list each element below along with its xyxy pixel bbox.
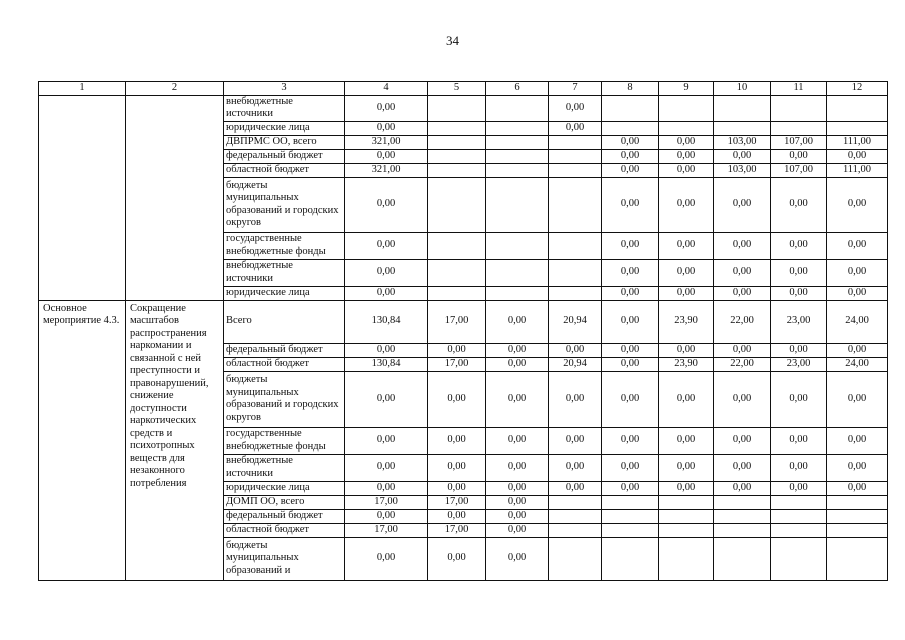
value-cell [771,121,827,135]
value-cell: 0,00 [428,427,486,454]
value-cell: 24,00 [827,300,888,343]
value-cell: 0,00 [345,427,428,454]
value-cell: 0,00 [602,357,659,371]
value-cell: 17,00 [345,495,428,509]
value-cell: 0,00 [345,509,428,523]
value-cell: 130,84 [345,300,428,343]
value-cell [827,95,888,121]
value-cell: 0,00 [428,481,486,495]
value-cell: 0,00 [486,427,549,454]
value-cell: 0,00 [345,371,428,427]
value-cell: 0,00 [345,121,428,135]
value-cell: 0,00 [827,259,888,286]
funding-source-cell: юридические лица [224,121,345,135]
value-cell [549,537,602,580]
value-cell [714,509,771,523]
value-cell [659,495,714,509]
value-cell: 0,00 [602,177,659,232]
value-cell: 0,00 [771,371,827,427]
value-cell: 0,00 [549,481,602,495]
value-cell [486,95,549,121]
funding-source-cell: ДОМП ОО, всего [224,495,345,509]
value-cell [602,509,659,523]
value-cell: 0,00 [602,371,659,427]
value-cell [486,163,549,177]
value-cell [771,95,827,121]
value-cell: 23,00 [771,300,827,343]
value-cell: 0,00 [771,427,827,454]
value-cell [714,121,771,135]
column-header: 8 [602,82,659,96]
value-cell: 0,00 [659,232,714,259]
value-cell: 321,00 [345,135,428,149]
value-cell: 0,00 [486,523,549,537]
value-cell [659,537,714,580]
value-cell [549,232,602,259]
value-cell: 0,00 [827,371,888,427]
value-cell: 0,00 [714,427,771,454]
value-cell [827,121,888,135]
value-cell: 0,00 [345,286,428,300]
column-header: 1 [39,82,126,96]
value-cell: 0,00 [827,232,888,259]
value-cell [771,537,827,580]
value-cell: 0,00 [714,481,771,495]
table-row [39,95,888,121]
value-cell [428,259,486,286]
column-header: 10 [714,82,771,96]
value-cell: 22,00 [714,300,771,343]
value-cell [486,286,549,300]
value-cell [659,509,714,523]
value-cell: 0,00 [549,427,602,454]
value-cell: 0,00 [428,343,486,357]
funding-source-cell: федеральный бюджет [224,509,345,523]
value-cell: 0,00 [771,177,827,232]
value-cell: 0,00 [602,232,659,259]
value-cell: 0,00 [827,286,888,300]
value-cell: 0,00 [549,454,602,481]
value-cell [428,149,486,163]
value-cell [486,149,549,163]
funding-source-cell: бюджеты муниципальных образований и [224,537,345,580]
value-cell: 0,00 [345,343,428,357]
value-cell: 0,00 [771,286,827,300]
event-number-cell: Основное мероприятие 4.3. [39,300,126,580]
value-cell: 0,00 [659,454,714,481]
value-cell [714,523,771,537]
value-cell [428,135,486,149]
value-cell: 0,00 [827,481,888,495]
value-cell: 0,00 [345,95,428,121]
value-cell [428,286,486,300]
value-cell [549,149,602,163]
value-cell [549,135,602,149]
event-description-cell: Сокращение масштабов распространения наркомании и связанной с ней преступности и правонарушений, снижение доступности наркотических средств и психотропных веществ для незаконного потребления [126,300,224,580]
value-cell [714,495,771,509]
value-cell: 0,00 [714,286,771,300]
value-cell: 0,00 [659,135,714,149]
column-header: 5 [428,82,486,96]
value-cell: 0,00 [714,149,771,163]
value-cell [714,95,771,121]
funding-source-cell: внебюджетные источники [224,454,345,481]
value-cell [659,523,714,537]
value-cell: 0,00 [549,371,602,427]
value-cell [549,509,602,523]
value-cell: 0,00 [428,371,486,427]
value-cell [771,523,827,537]
value-cell: 0,00 [486,300,549,343]
funding-source-cell: государственные внебюджетные фонды [224,427,345,454]
value-cell [602,523,659,537]
page-number: 34 [446,33,459,48]
value-cell: 0,00 [827,149,888,163]
value-cell: 0,00 [345,149,428,163]
value-cell: 0,00 [345,259,428,286]
value-cell: 0,00 [486,357,549,371]
value-cell: 0,00 [486,371,549,427]
value-cell [428,121,486,135]
funding-source-cell: федеральный бюджет [224,343,345,357]
value-cell [549,495,602,509]
value-cell: 0,00 [714,371,771,427]
value-cell: 0,00 [602,300,659,343]
value-cell: 0,00 [714,454,771,481]
value-cell: 0,00 [659,149,714,163]
value-cell: 0,00 [428,537,486,580]
value-cell: 0,00 [486,509,549,523]
value-cell: 0,00 [486,481,549,495]
value-cell [827,495,888,509]
value-cell [602,495,659,509]
column-header: 7 [549,82,602,96]
value-cell: 17,00 [428,357,486,371]
value-cell: 0,00 [486,343,549,357]
value-cell: 0,00 [659,163,714,177]
value-cell: 22,00 [714,357,771,371]
funding-source-cell: юридические лица [224,286,345,300]
funding-source-cell: государственные внебюджетные фонды [224,232,345,259]
value-cell: 0,00 [549,343,602,357]
value-cell: 0,00 [827,177,888,232]
value-cell: 0,00 [602,343,659,357]
column-header: 3 [224,82,345,96]
value-cell [486,177,549,232]
value-cell: 0,00 [602,149,659,163]
value-cell: 0,00 [659,427,714,454]
column-header: 6 [486,82,549,96]
value-cell: 107,00 [771,163,827,177]
funding-source-cell: Всего [224,300,345,343]
value-cell: 0,00 [602,481,659,495]
column-header: 4 [345,82,428,96]
value-cell: 111,00 [827,163,888,177]
value-cell: 20,94 [549,300,602,343]
value-cell [428,177,486,232]
value-cell: 0,00 [659,259,714,286]
value-cell [428,95,486,121]
value-cell: 0,00 [486,454,549,481]
value-cell: 0,00 [827,343,888,357]
value-cell: 0,00 [771,343,827,357]
funding-source-cell: юридические лица [224,481,345,495]
value-cell: 0,00 [345,537,428,580]
funding-source-cell: федеральный бюджет [224,149,345,163]
value-cell [486,259,549,286]
value-cell [428,163,486,177]
value-cell: 0,00 [659,343,714,357]
funding-source-cell: бюджеты муниципальных образований и городских округов [224,177,345,232]
value-cell: 24,00 [827,357,888,371]
value-cell [549,163,602,177]
value-cell: 0,00 [827,427,888,454]
value-cell: 0,00 [659,177,714,232]
value-cell [771,509,827,523]
value-cell: 0,00 [771,259,827,286]
value-cell [602,95,659,121]
value-cell: 0,00 [771,481,827,495]
value-cell [827,509,888,523]
value-cell: 0,00 [345,177,428,232]
budget-table [38,81,888,581]
column-header: 12 [827,82,888,96]
value-cell [549,177,602,232]
value-cell: 107,00 [771,135,827,149]
value-cell: 0,00 [602,135,659,149]
column-header: 9 [659,82,714,96]
value-cell: 111,00 [827,135,888,149]
value-cell [827,523,888,537]
value-cell: 17,00 [428,495,486,509]
value-cell [659,95,714,121]
value-cell: 17,00 [428,300,486,343]
value-cell: 23,90 [659,357,714,371]
value-cell: 130,84 [345,357,428,371]
value-cell: 0,00 [771,149,827,163]
value-cell: 0,00 [714,232,771,259]
value-cell: 0,00 [771,232,827,259]
value-cell: 20,94 [549,357,602,371]
event-description-cell [126,95,224,300]
funding-source-cell: ДВПРМС ОО, всего [224,135,345,149]
value-cell [714,537,771,580]
table-row [39,300,888,343]
value-cell: 0,00 [602,454,659,481]
funding-source-cell: бюджеты муниципальных образований и городских округов [224,371,345,427]
value-cell: 103,00 [714,163,771,177]
value-cell [771,495,827,509]
value-cell: 0,00 [345,232,428,259]
funding-source-cell: областной бюджет [224,523,345,537]
table-body [39,95,888,580]
value-cell: 321,00 [345,163,428,177]
value-cell: 0,00 [659,286,714,300]
value-cell: 0,00 [659,371,714,427]
value-cell [549,259,602,286]
value-cell: 0,00 [602,163,659,177]
value-cell: 0,00 [714,177,771,232]
column-header: 11 [771,82,827,96]
value-cell: 23,90 [659,300,714,343]
value-cell [549,523,602,537]
column-header: 2 [126,82,224,96]
column-number-row [39,82,888,96]
value-cell: 0,00 [549,121,602,135]
value-cell [827,537,888,580]
event-number-cell [39,95,126,300]
value-cell: 0,00 [714,259,771,286]
value-cell: 23,00 [771,357,827,371]
value-cell: 0,00 [602,286,659,300]
value-cell: 0,00 [486,495,549,509]
value-cell: 17,00 [428,523,486,537]
value-cell: 0,00 [486,537,549,580]
value-cell [659,121,714,135]
value-cell: 0,00 [659,481,714,495]
value-cell [549,286,602,300]
value-cell: 17,00 [345,523,428,537]
value-cell: 0,00 [827,454,888,481]
value-cell: 103,00 [714,135,771,149]
funding-source-cell: внебюджетные источники [224,95,345,121]
value-cell [486,135,549,149]
value-cell [602,537,659,580]
value-cell: 0,00 [602,427,659,454]
value-cell: 0,00 [345,454,428,481]
value-cell: 0,00 [602,259,659,286]
value-cell: 0,00 [345,481,428,495]
value-cell: 0,00 [549,95,602,121]
funding-source-cell: внебюджетные источники [224,259,345,286]
funding-source-cell: областной бюджет [224,163,345,177]
funding-source-cell: областной бюджет [224,357,345,371]
value-cell [486,121,549,135]
value-cell [486,232,549,259]
value-cell: 0,00 [771,454,827,481]
value-cell: 0,00 [428,454,486,481]
value-cell [428,232,486,259]
value-cell [602,121,659,135]
value-cell: 0,00 [428,509,486,523]
value-cell: 0,00 [714,343,771,357]
